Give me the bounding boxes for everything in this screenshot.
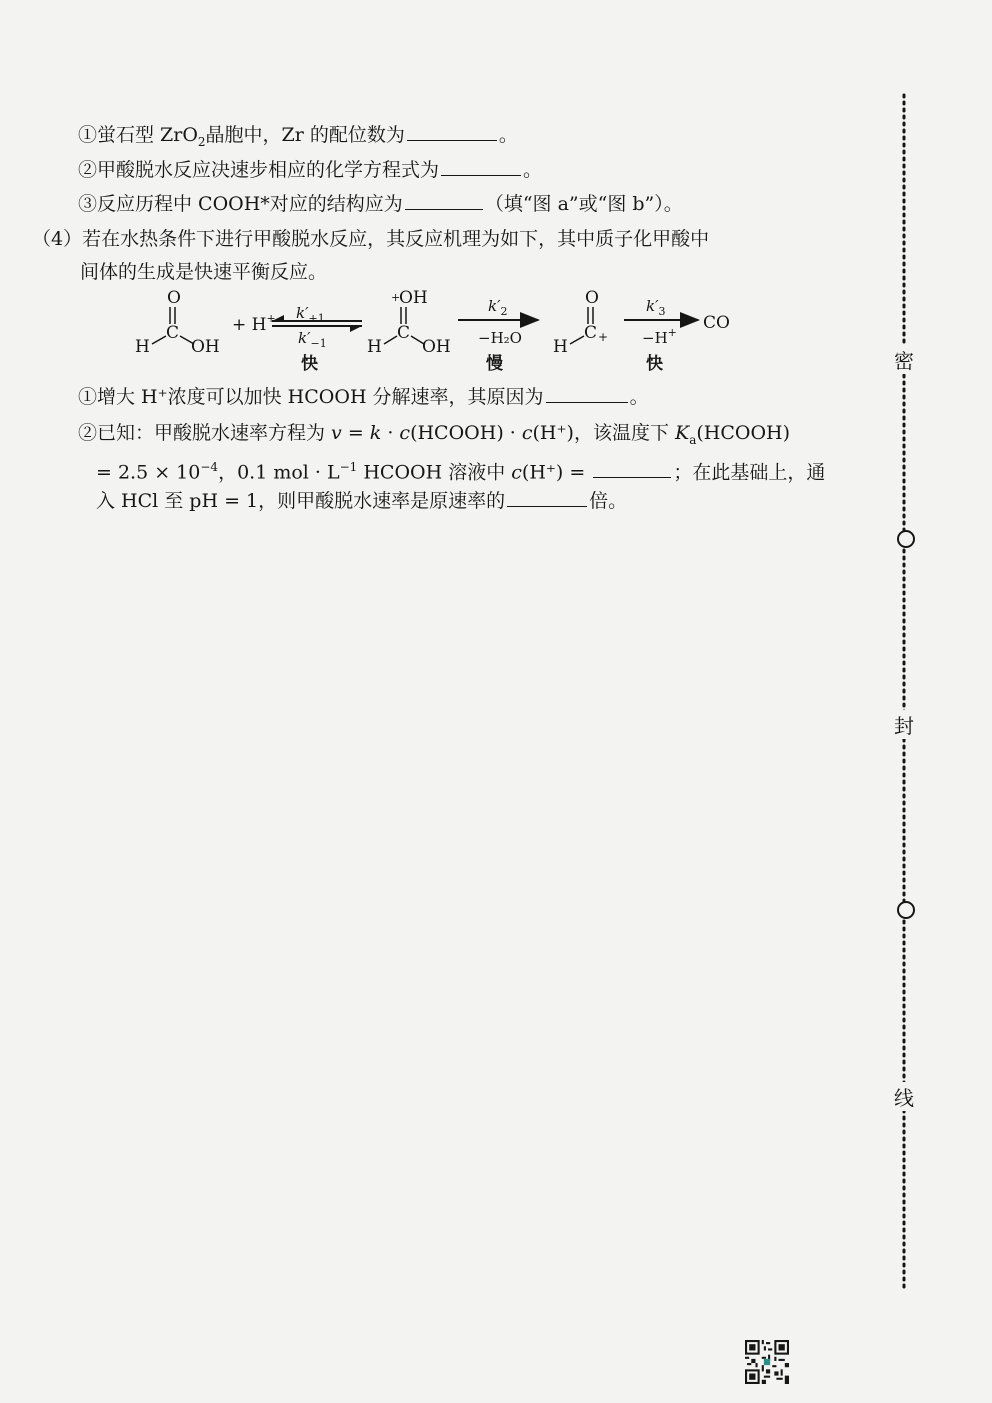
q3-item-3: ③反应历程中 COOH*对应的结构应为 （填“图 a”或“图 b”）。 <box>78 193 683 215</box>
k3-label: $k'_3$ <box>646 297 666 318</box>
qr-code-icon <box>745 1340 789 1384</box>
q4-item-1: ①增大 H⁺浓度可以加快 HCOOH 分解速率，其原因为 。 <box>78 386 649 408</box>
k1-forward-label: $k'_{+1}$ <box>296 304 325 325</box>
k1-reverse-label: $k'_{-1}$ <box>298 329 327 350</box>
binding-circle <box>897 530 915 548</box>
answer-blank[interactable] <box>593 459 671 478</box>
binding-circle <box>897 901 915 919</box>
binding-mark-mi: 密 <box>892 345 916 374</box>
reaction-mechanism-scheme <box>0 0 992 390</box>
fast-label-1: 快 <box>301 354 318 374</box>
q3-item-1: ①蛍石型 ZrO$_2$晶胞中，Zr 的配位数为 。 <box>78 124 518 149</box>
acylium-plus: + <box>598 330 609 344</box>
protonated-H: H <box>367 337 382 357</box>
protonated-C: C <box>397 323 411 343</box>
answer-blank[interactable] <box>546 384 628 403</box>
fast-label-2: 快 <box>646 354 663 374</box>
protonated-plus: + <box>391 291 401 304</box>
acylium-O: O <box>585 288 599 308</box>
k2-label: $k'_2$ <box>488 297 508 318</box>
q4-item-2-line1: ②已知：甲酸脱水速率方程为 v = k · c(HCOOH) · c(H⁺)，该温度下 $K_a(HCOOH)$ <box>78 422 790 447</box>
formic-acid-H: H <box>135 337 150 357</box>
protonated-OH-top: OH <box>399 288 428 308</box>
carbon-monoxide: CO <box>703 313 730 333</box>
slow-label: 慢 <box>486 354 503 374</box>
k3-byproduct-label: −H+ <box>642 326 677 347</box>
formic-acid-O: O <box>167 288 181 308</box>
q3-item-2: ②甲酸脱水反应决速步相应的化学方程式为 。 <box>78 159 543 181</box>
proton-reagent: + H+ <box>232 312 276 335</box>
binding-mark-feng: 封 <box>892 710 916 739</box>
acylium-C: C <box>584 323 598 343</box>
q4-item-2-line2: = $2.5 \times 10^{-4}$，0.1 mol · $L^{-1}$ HCOOH 溶液中 c(H⁺) = ；在此基础上，通 <box>96 460 826 484</box>
acylium-H: H <box>553 337 568 357</box>
q4-intro-line2: 间体的生成是快速平衡反应。 <box>80 261 328 283</box>
q4-intro-line1: （4）若在水热条件下进行甲酸脱水反应，其反应机理为如下，其中质子化甲酸中 <box>32 228 710 250</box>
formic-acid-C: C <box>166 323 180 343</box>
k2-byproduct-label: −H₂O <box>478 329 522 347</box>
q4-item-2-line3: 入 HCl 至 pH = 1，则甲酸脱水速率是原速率的 倍。 <box>96 490 628 512</box>
formic-acid-OH: OH <box>191 337 220 357</box>
protonated-OH: OH <box>422 337 451 357</box>
binding-mark-xian: 线 <box>892 1082 916 1111</box>
answer-blank[interactable] <box>507 488 587 507</box>
